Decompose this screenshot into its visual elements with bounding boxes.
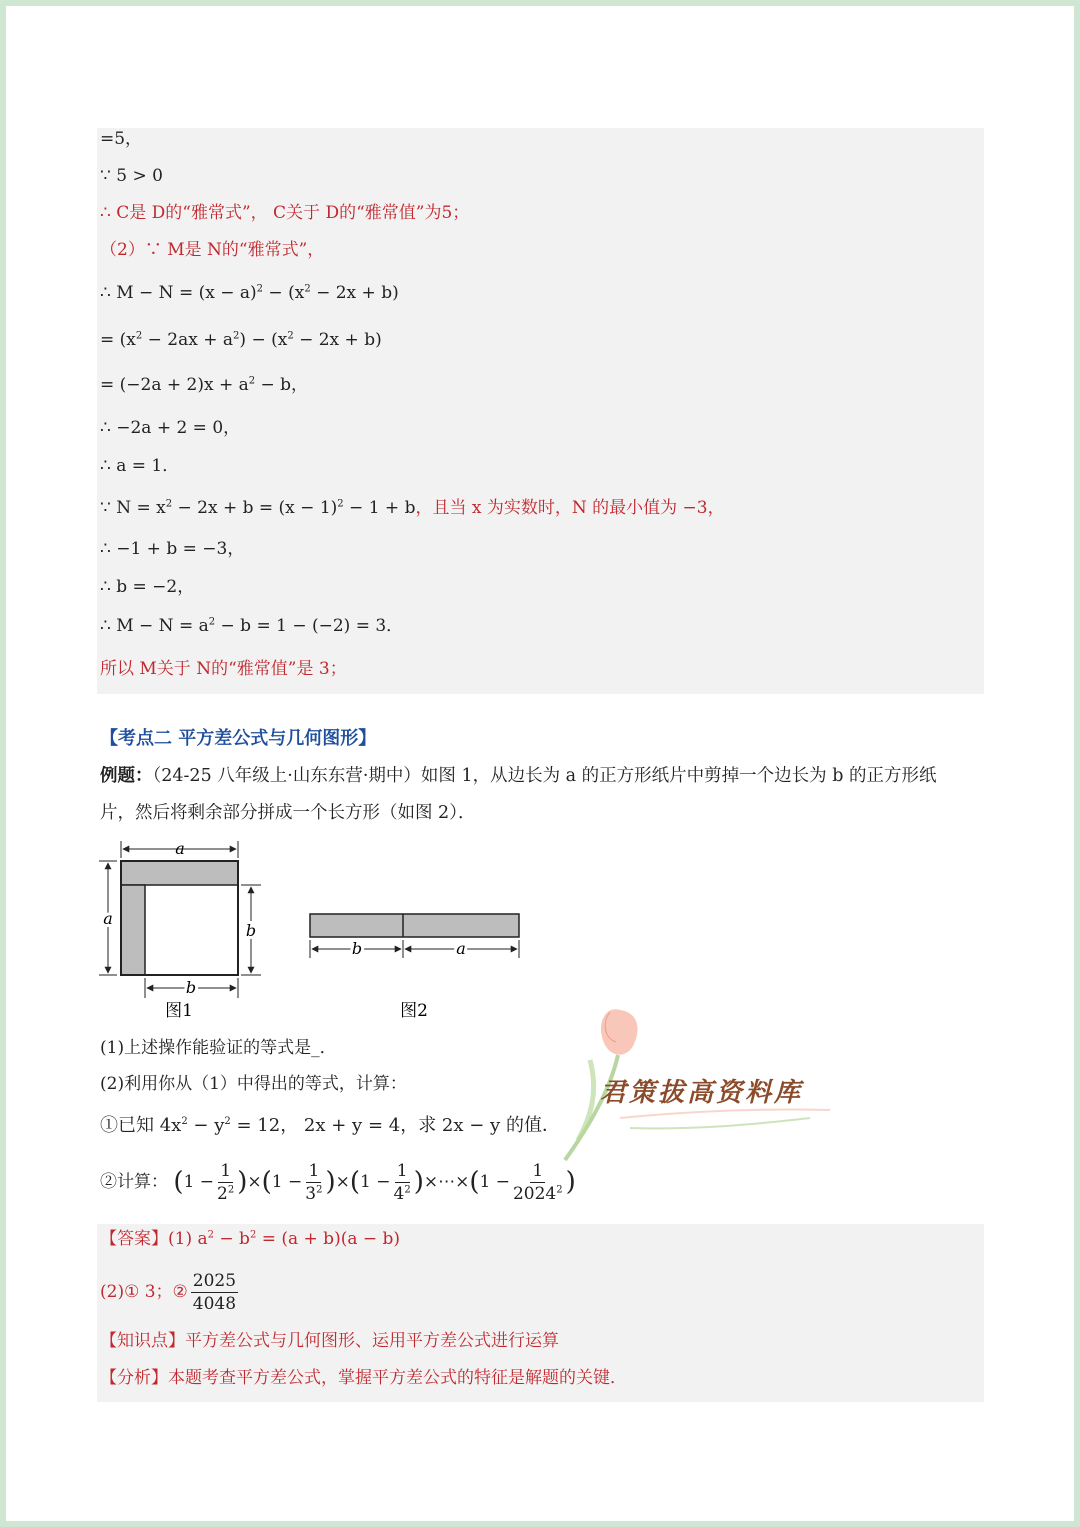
solution-line-4: （2）∵ M是 N的“雅常式”， xyxy=(100,240,325,260)
figure-1 xyxy=(99,839,261,1021)
answer-line-2: (2)① 3；② $\frac{2025}{4048}$ xyxy=(100,1271,237,1314)
solution-line-12: ∴ b = −2， xyxy=(100,577,195,597)
fig2-a: a xyxy=(456,939,466,958)
fig1-a-top: a xyxy=(175,839,185,858)
solution-line-14: 所以 M关于 N的“雅常值”是 3； xyxy=(100,659,347,679)
solution-line-9: ∴ a = 1． xyxy=(100,456,180,476)
example-label: 例题： xyxy=(100,766,153,786)
question-3: ①已知 $4x^2 - y^2 = 12$， 2x + y = 4，求 2x − y 的值． xyxy=(100,1115,560,1136)
section-heading: 【考点二 平方差公式与几何图形】 xyxy=(100,728,377,749)
fig2-label: 图2 xyxy=(400,1001,428,1021)
solution-line-1: =5， xyxy=(100,129,143,149)
solution-line-10: ∵ $N = x^2 - 2x + b = (x - 1)^2 - 1 + b$，且当 x 为实数时，N 的最小值为 −3， xyxy=(100,498,725,518)
fig1-a-left: a xyxy=(103,909,113,928)
solution-line-8: ∴ −2a + 2 = 0， xyxy=(100,418,241,438)
fig2-b: b xyxy=(351,939,363,958)
watermark-text: 君策拔高资料库 xyxy=(600,1078,804,1108)
question-4: ②计算： (1 − $\frac{1}{2^2}$ )×(1 − $\frac{1}{3^2}$ )×(1 − $\frac{1}{4^2}$ )×⋯×(1 − $\frac{1}{2024^2}$ ) xyxy=(100,1161,576,1204)
analysis-label: 【分析】 xyxy=(100,1368,168,1388)
solution-line-6: = $(x^2 - 2ax + a^2) - (x^2 - 2x + b)$ xyxy=(100,330,382,350)
fig1-b-bottom: b xyxy=(185,978,197,997)
question-1: (1)上述操作能验证的等式是_． xyxy=(100,1038,337,1058)
knowledge-point: 【知识点】平方差公式与几何图形、运用平方差公式进行运算 xyxy=(100,1331,559,1351)
solution-line-2: ∵ 5 > 0 xyxy=(100,166,163,186)
answer-line-1: 【答案】(1) $a^2 - b^2 = (a + b)(a - b)$ xyxy=(100,1229,401,1249)
answer-label: 【答案】 xyxy=(100,1229,168,1249)
solution-line-5: ∴ $M - N = (x - a)^2 - (x^2 - 2x + b)$ xyxy=(100,283,399,303)
solution-line-13: ∴ $M - N = a^2 - b = 1 - (-2) = 3$． xyxy=(100,616,404,636)
fig1-b-right: b xyxy=(245,921,257,940)
example-line-2: 片，然后将剩余部分拼成一个长方形（如图 2）． xyxy=(100,803,476,823)
fig1-label: 图1 xyxy=(165,1001,193,1021)
figures xyxy=(95,836,545,1026)
figure-2 xyxy=(310,914,519,1021)
question-2: (2)利用你从（1）中得出的等式，计算： xyxy=(100,1074,407,1094)
solution-line-7: = $(-2a + 2)x + a^2 - b$， xyxy=(100,375,309,395)
solution-line-3: ∴ C是 D的“雅常式”， C关于 D的“雅常值”为5； xyxy=(100,203,470,223)
analysis: 【分析】本题考查平方差公式，掌握平方差公式的特征是解题的关键． xyxy=(100,1368,627,1388)
solution-line-11: ∴ −1 + b = −3， xyxy=(100,539,245,559)
knowledge-point-label: 【知识点】 xyxy=(100,1331,185,1351)
example-line-1: 例题：（24-25 八年级上·山东东营·期中）如图 1，从边长为 a 的正方形纸片中剪掉一个边长为 b 的正方形纸 xyxy=(100,766,937,786)
